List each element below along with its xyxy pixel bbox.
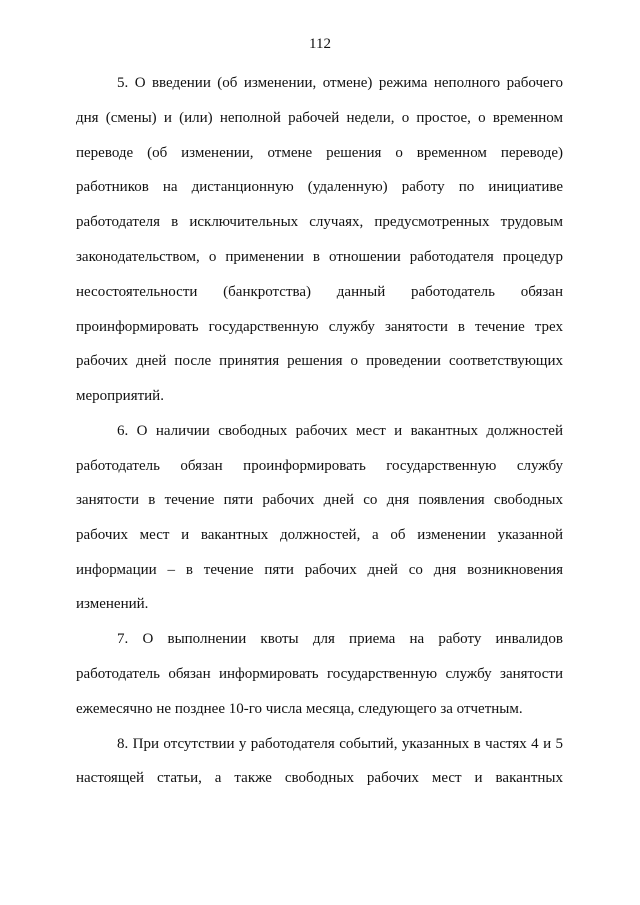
text-line: 6. О наличии свободных рабочих мест и вакантных должностей [117, 423, 563, 439]
text-line: 7. О выполнении квоты для приема на работу инвалидов [117, 631, 563, 647]
text-line: 5. О введении (об изменении, отмене) режима неполного рабочего [117, 75, 563, 91]
text-line: дня (смены) и (или) неполной рабочей недели, о простое, о временном [76, 110, 563, 126]
text-line: законодательством, о применении в отношении работодателя процедур [76, 249, 563, 265]
text-line: мероприятий. [76, 388, 164, 404]
text-line: несостоятельности (банкротства) данный работодатель обязан [76, 284, 563, 300]
text-line: переводе (об изменении, отмене решения о временном переводе) [76, 145, 563, 161]
text-line: занятости в течение пяти рабочих дней со дня появления свободных [76, 492, 563, 508]
text-line: рабочих дней после принятия решения о проведении соответствующих [76, 353, 563, 369]
text-line: 8. При отсутствии у работодателя событий, указанных в частях 4 и 5 [117, 736, 563, 752]
text-line: работодатель обязан проинформировать государственную службу [76, 458, 563, 474]
text-line: изменений. [76, 596, 149, 612]
text-line: ежемесячно не позднее 10-го числа месяца, следующего за отчетным. [76, 701, 523, 717]
text-line: информации – в течение пяти рабочих дней со дня возникновения [76, 562, 563, 578]
text-line: работодателя в исключительных случаях, предусмотренных трудовым [76, 214, 563, 230]
text-line: работников на дистанционную (удаленную) работу по инициативе [76, 179, 563, 195]
page-number: 112 [309, 36, 331, 52]
text-line: проинформировать государственную службу занятости в течение трех [76, 319, 563, 335]
text-line: рабочих мест и вакантных должностей, а об изменении указанной [76, 527, 563, 543]
text-line: настоящей статьи, а также свободных рабочих мест и вакантных [76, 770, 563, 786]
text-line: работодатель обязан информировать государственную службу занятости [76, 666, 563, 682]
